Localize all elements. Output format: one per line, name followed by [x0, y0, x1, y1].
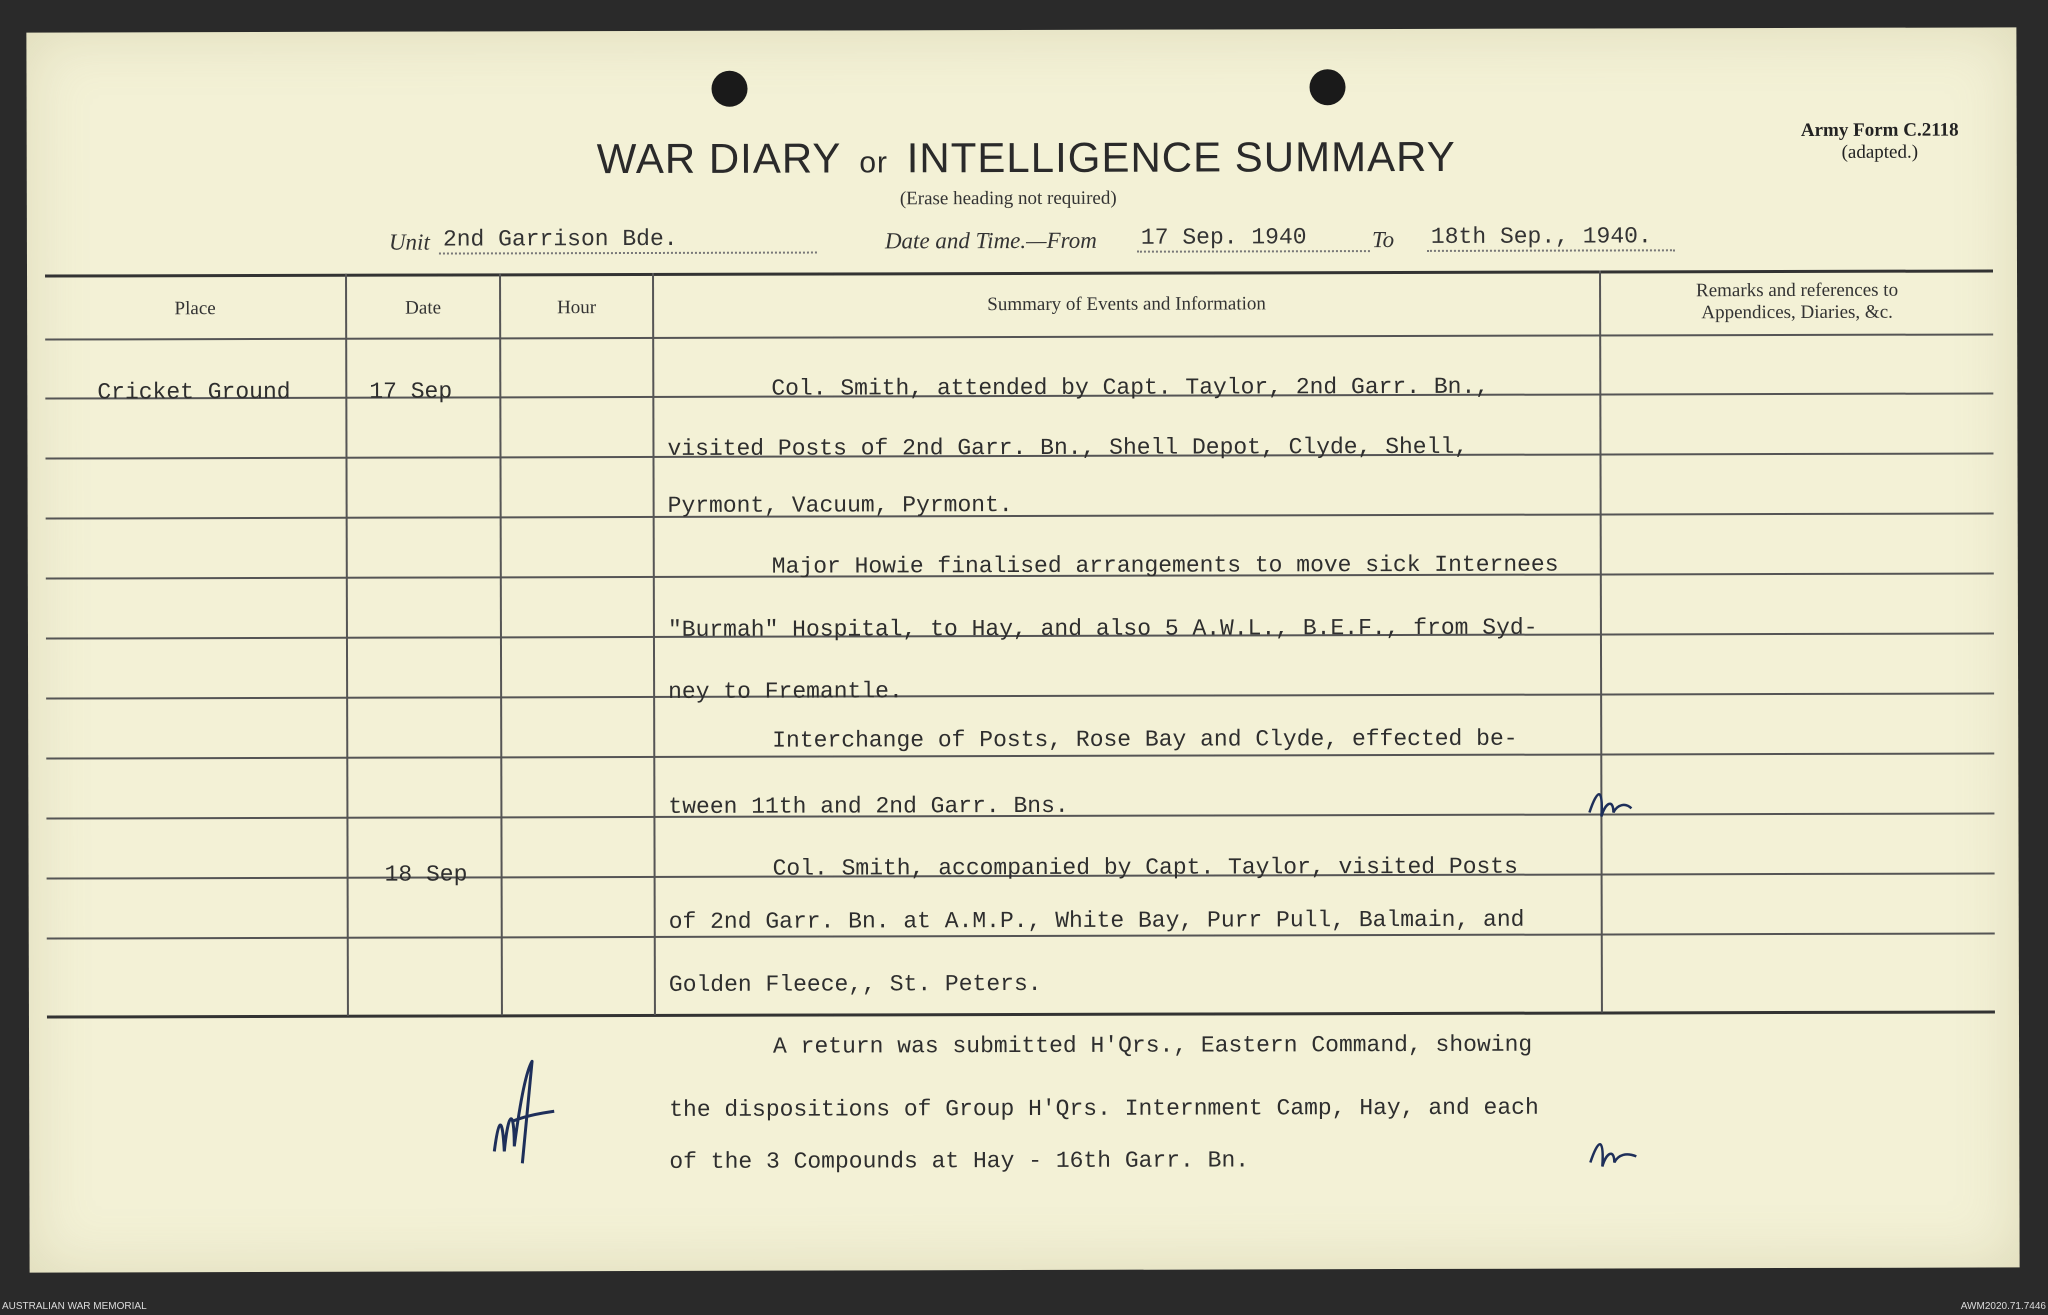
- summary-line: Col. Smith, accompanied by Capt. Taylor, visited Posts: [772, 853, 1518, 882]
- col-divider-summary: [1599, 270, 1603, 1012]
- punch-hole-right: [1309, 69, 1345, 105]
- army-form-label: [1801, 120, 1959, 164]
- place-entry: Cricket Ground: [97, 378, 291, 406]
- col-divider-date: [499, 273, 503, 1015]
- col-divider-hour: [652, 273, 656, 1015]
- date-from-label: Date and Time.—From: [884, 227, 1097, 254]
- unit-value: 2nd Garrison Bde.: [439, 226, 817, 255]
- summary-line: Major Howie finalised arrangements to move sick Internees: [771, 551, 1559, 580]
- summary-line: Golden Fleece,, St. Peters.: [668, 970, 1042, 998]
- table-bottom-rule: [47, 1010, 1995, 1018]
- summary-line: Pyrmont, Vacuum, Pyrmont.: [667, 492, 1013, 519]
- form-title: [597, 133, 1456, 183]
- col-header-hour: Hour: [557, 297, 597, 319]
- unit-label: Unit: [388, 229, 430, 255]
- summary-line: "Burmah" Hospital, to Hay, and also 5 A.W.L., B.E.F., from Syd-: [667, 614, 1538, 643]
- summary-line: of 2nd Garr. Bn. at A.M.P., White Bay, Purr Pull, Balmain, and: [668, 906, 1525, 935]
- remarks-header-line-2: Appendices, Diaries, &c.: [1701, 301, 1893, 324]
- form-subtitle: (Erase heading not required): [899, 187, 1117, 210]
- army-form-number: Army Form C.2118: [1800, 119, 1959, 141]
- summary-line: ney to Fremantle.: [668, 678, 903, 705]
- initials-mark: [1584, 1128, 1644, 1178]
- summary-line: visited Posts of 2nd Garr. Bn., Shell Depot, Clyde, Shell,: [667, 433, 1469, 462]
- title-or: or: [859, 146, 889, 180]
- footer-credit: AUSTRALIAN WAR MEMORIAL: [2, 1301, 147, 1312]
- date-to-value: 18th Sep., 1940.: [1427, 223, 1675, 252]
- army-form-adapted: (adapted.): [1841, 141, 1919, 163]
- summary-line: tween 11th and 2nd Garr. Bns.: [668, 792, 1069, 820]
- date-entry-17: 17 Sep: [369, 378, 453, 405]
- footer-accession: AWM2020.71.7446: [1960, 1301, 2046, 1312]
- summary-line: of the 3 Compounds at Hay - 16th Garr. Bn.: [669, 1147, 1250, 1175]
- diary-sheet: [26, 27, 2019, 1272]
- table-header-rule: [45, 333, 1993, 340]
- date-to-label: To: [1371, 227, 1395, 253]
- date-entry-18: 18 Sep: [384, 861, 468, 888]
- summary-line: Interchange of Posts, Rose Bay and Clyde, effected be-: [772, 725, 1518, 754]
- summary-line: A return was submitted H'Qrs., Eastern Command, showing: [773, 1031, 1533, 1060]
- title-intelligence-summary: INTELLIGENCE SUMMARY: [906, 132, 1456, 182]
- date-from-value: 17 Sep. 1940: [1137, 224, 1370, 253]
- signature-mark: [484, 1051, 574, 1171]
- col-header-remarks: [1601, 279, 1993, 324]
- col-header-place: Place: [174, 298, 216, 320]
- col-header-date: Date: [405, 297, 442, 319]
- remarks-header-line-1: Remarks and references to: [1696, 279, 1899, 302]
- summary-line: Col. Smith, attended by Capt. Taylor, 2nd Garr. Bn.,: [771, 373, 1490, 402]
- initials-mark: [1583, 778, 1643, 828]
- title-war-diary: WAR DIARY: [596, 134, 841, 183]
- table-top-rule: [45, 269, 1993, 277]
- col-divider-place: [345, 274, 349, 1016]
- col-header-summary: Summary of Events and Information: [987, 293, 1266, 316]
- summary-line: the dispositions of Group H'Qrs. Internment Camp, Hay, and each: [669, 1094, 1539, 1123]
- punch-hole-left: [711, 71, 747, 107]
